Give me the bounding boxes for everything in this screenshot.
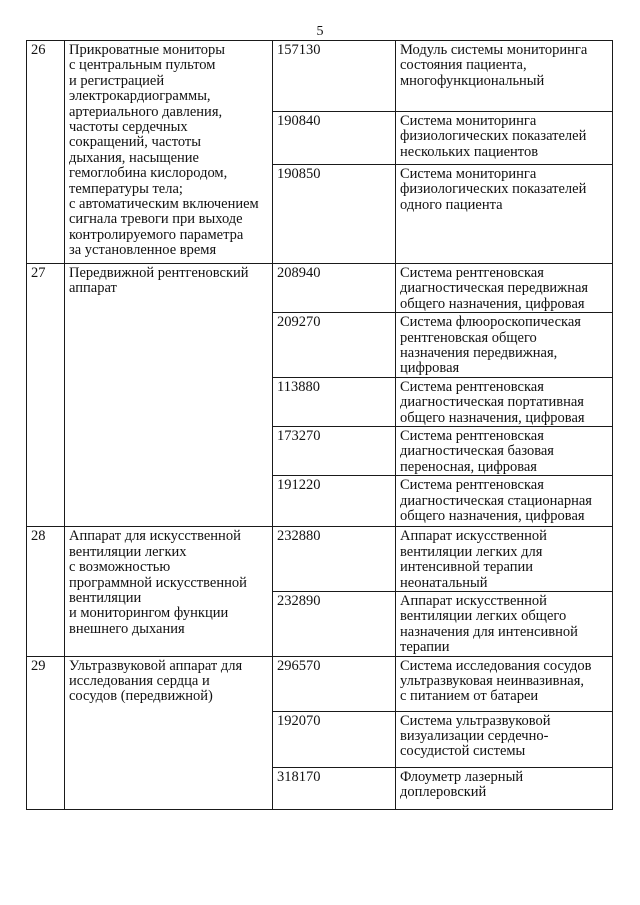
- equipment-line: Прикроватные мониторы: [69, 42, 225, 58]
- description-line: нескольких пациентов: [400, 143, 539, 160]
- description-line: Система рентгеновская: [400, 378, 544, 395]
- equipment-line: внешнего дыхания: [69, 620, 185, 637]
- description-line: рентгеновская общего: [400, 329, 537, 346]
- description-line: ультразвуковая неинвазивная,: [400, 672, 585, 689]
- item-description: [396, 377, 613, 426]
- description-line: с питанием от батареи: [400, 688, 539, 705]
- table-row: [27, 527, 613, 592]
- equipment-line: сигнала тревоги при выходе: [69, 211, 243, 228]
- item-description: [396, 165, 613, 264]
- item-description: [396, 476, 613, 527]
- item-code: 173270: [273, 427, 396, 476]
- equipment-line: с центральным пультом: [69, 57, 216, 74]
- equipment-line: сокращений, частоты: [69, 134, 201, 151]
- description-line: физиологических показателей: [400, 128, 587, 145]
- table-row: [27, 264, 613, 313]
- description-line: доплеровский: [400, 783, 487, 800]
- description-line: сосудистой системы: [400, 743, 526, 760]
- description-line: интенсивной терапии: [400, 559, 534, 576]
- equipment-line: с автоматическим включением: [69, 196, 259, 213]
- description-line: неонатальный: [400, 574, 488, 591]
- item-description: [396, 264, 613, 313]
- equipment-table: [26, 40, 613, 810]
- equipment-line: дыхания, насыщение: [69, 149, 199, 166]
- description-line: визуализации сердечно-: [400, 727, 549, 744]
- equipment-line: программной искусственной: [69, 574, 247, 591]
- description-line: Система мониторинга: [400, 166, 537, 182]
- description-line: общего назначения, цифровая: [400, 409, 585, 426]
- item-code: 192070: [273, 711, 396, 767]
- equipment-line: Аппарат для искусственной: [69, 528, 241, 545]
- description-line: Аппарат искусственной: [400, 528, 547, 545]
- equipment-line: за установленное время: [69, 242, 217, 259]
- equipment-line: Передвижной рентгеновский: [69, 265, 249, 281]
- description-line: диагностическая стационарная: [400, 492, 592, 509]
- item-description: [396, 656, 613, 711]
- equipment-line: с возможностью: [69, 559, 171, 576]
- description-line: Система исследования сосудов: [400, 657, 592, 674]
- page-number: 5: [316, 24, 324, 39]
- description-line: одного пациента: [400, 196, 503, 213]
- equipment-line: гемоглобина кислородом,: [69, 165, 228, 182]
- equipment-line: вентиляции легких: [69, 543, 187, 560]
- equipment-line: и мониторингом функции: [69, 605, 229, 622]
- row-number: 28: [27, 527, 65, 656]
- description-line: вентиляции легких общего: [400, 608, 567, 625]
- item-description: [396, 711, 613, 767]
- row-number: 26: [27, 41, 65, 264]
- equipment-name: [65, 527, 273, 656]
- item-code: 157130: [273, 41, 396, 112]
- item-description: [396, 41, 613, 112]
- item-code: 232880: [273, 527, 396, 592]
- item-code: 296570: [273, 656, 396, 711]
- description-line: общего назначения, цифровая: [400, 508, 585, 525]
- item-code: 113880: [273, 377, 396, 426]
- item-code: 209270: [273, 313, 396, 378]
- item-code: 191220: [273, 476, 396, 527]
- equipment-name: [65, 656, 273, 809]
- description-line: Флоуметр лазерный: [400, 768, 524, 785]
- item-description: [396, 427, 613, 476]
- description-line: переносная, цифровая: [400, 458, 537, 475]
- description-line: диагностическая базовая: [400, 443, 554, 460]
- item-description: [396, 527, 613, 592]
- equipment-line: Ультразвуковой аппарат для: [69, 657, 243, 674]
- item-description: [396, 591, 613, 656]
- description-line: цифровая: [400, 360, 460, 377]
- item-code: 318170: [273, 767, 396, 809]
- description-line: состояния пациента,: [400, 57, 527, 74]
- description-line: Система рентгеновская: [400, 265, 544, 281]
- table-row: [27, 656, 613, 711]
- item-description: [396, 767, 613, 809]
- item-code: 190850: [273, 165, 396, 264]
- description-line: диагностическая передвижная: [400, 280, 589, 297]
- equipment-name: [65, 41, 273, 264]
- row-number: 29: [27, 656, 65, 809]
- item-description: [396, 313, 613, 378]
- description-line: вентиляции легких для: [400, 543, 543, 560]
- description-line: Система ультразвуковой: [400, 712, 551, 729]
- description-line: многофункциональный: [400, 72, 545, 89]
- item-code: 232890: [273, 591, 396, 656]
- description-line: Система рентгеновская: [400, 477, 544, 494]
- equipment-line: контролируемого параметра: [69, 226, 244, 243]
- equipment-line: исследования сердца и: [69, 672, 210, 689]
- equipment-line: аппарат: [69, 280, 117, 297]
- description-line: Модуль системы мониторинга: [400, 42, 588, 58]
- table-row: [27, 41, 613, 112]
- description-line: терапии: [400, 639, 450, 656]
- equipment-line: вентиляции: [69, 589, 142, 606]
- description-line: физиологических показателей: [400, 181, 587, 198]
- description-line: назначения для интенсивной: [400, 623, 578, 640]
- description-line: Система флюороскопическая: [400, 314, 581, 331]
- equipment-name: [65, 264, 273, 527]
- description-line: Аппарат искусственной: [400, 592, 547, 609]
- item-code: 190840: [273, 112, 396, 165]
- description-line: Система рентгеновская: [400, 428, 544, 445]
- description-line: общего назначения, цифровая: [400, 295, 585, 312]
- item-code: 208940: [273, 264, 396, 313]
- equipment-line: сосудов (передвижной): [69, 688, 213, 705]
- description-line: Система мониторинга: [400, 113, 537, 129]
- equipment-line: электрокардиограммы,: [69, 88, 211, 105]
- equipment-line: и регистрацией: [69, 72, 165, 89]
- equipment-line: температуры тела;: [69, 180, 183, 197]
- equipment-line: частоты сердечных: [69, 119, 188, 136]
- equipment-line: артериального давления,: [69, 103, 223, 120]
- description-line: диагностическая портативная: [400, 394, 584, 411]
- item-description: [396, 112, 613, 165]
- row-number: 27: [27, 264, 65, 527]
- description-line: назначения передвижная,: [400, 345, 558, 362]
